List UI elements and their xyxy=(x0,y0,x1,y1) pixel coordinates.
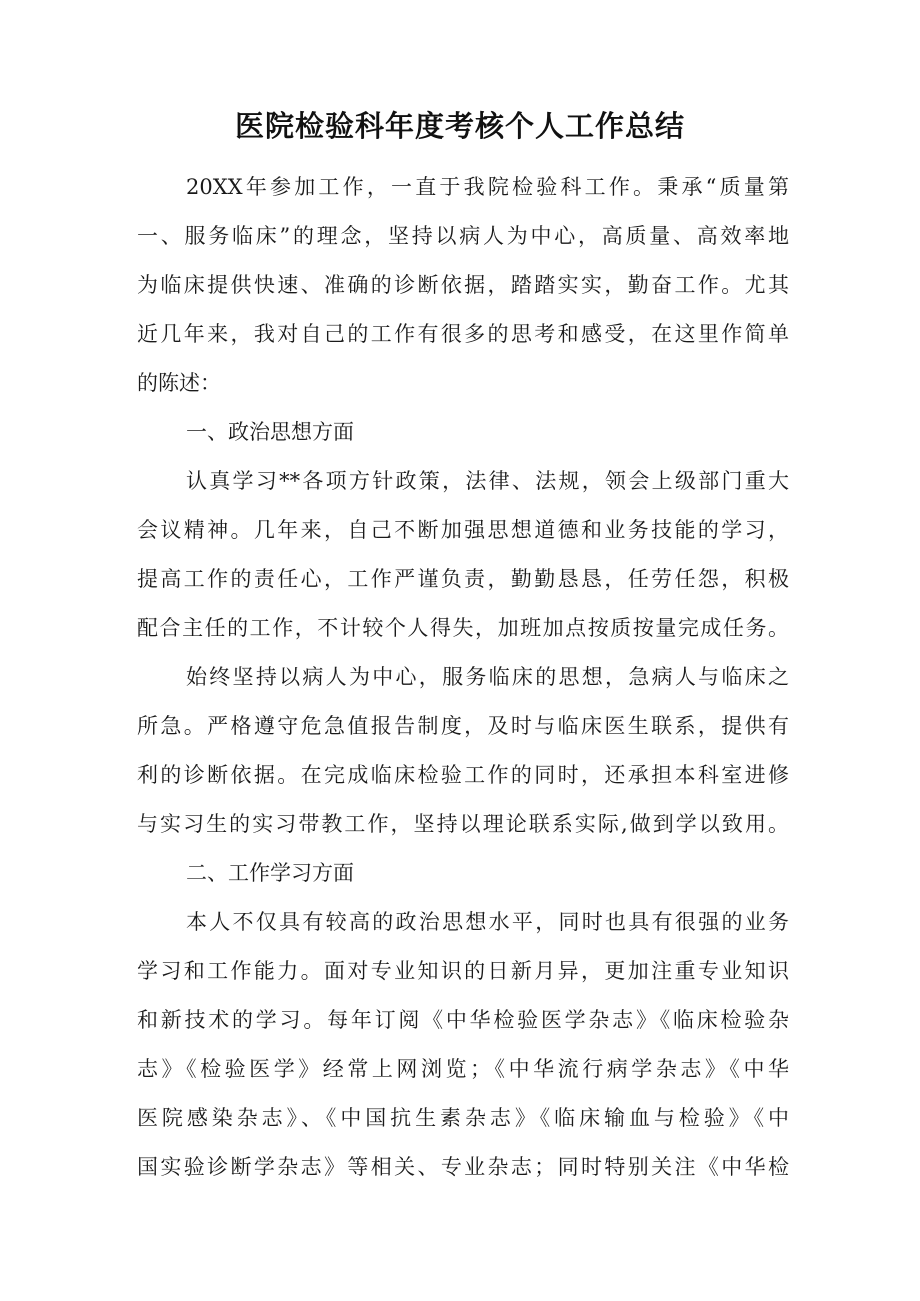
paragraph-line: 始终坚持以病人为中心，服务临床的思想，急病人与临床之 xyxy=(186,665,789,689)
document-title: 医院检验科年度考核个人工作总结 xyxy=(234,109,685,143)
paragraph-line: 与实习生的实习带教工作，坚持以理论联系实际,做到学以致用。 xyxy=(137,812,789,836)
paragraph-line: 的陈述： xyxy=(137,371,221,395)
paragraph-line: 学习和工作能力。面对专业知识的日新月异，更加注重专业知识 xyxy=(137,959,789,983)
paragraph-line: 20XX年参加工作，一直于我院检验科工作。秉承“质量第 xyxy=(186,175,789,199)
paragraph-line: 提高工作的责任心，工作严谨负责，勤勤恳恳，任劳任怨，积极 xyxy=(137,567,789,591)
paragraph-line: 为临床提供快速、准确的诊断依据，踏踏实实，勤奋工作。尤其 xyxy=(137,273,789,297)
paragraph-line: 国实验诊断学杂志》等相关、专业杂志；同时特别关注《中华检 xyxy=(137,1155,789,1179)
paragraph-line: 利的诊断依据。在完成临床检验工作的同时，还承担本科室进修 xyxy=(137,763,789,787)
paragraph-line: 会议精神。几年来，自己不断加强思想道德和业务技能的学习， xyxy=(137,518,789,542)
section-heading: 二、工作学习方面 xyxy=(186,861,354,885)
paragraph-line: 和新技术的学习。每年订阅《中华检验医学杂志》《临床检验杂 xyxy=(137,1008,789,1032)
paragraph-line: 医院感染杂志》、《中国抗生素杂志》《临床输血与检验》《中 xyxy=(137,1106,789,1130)
paragraph-line: 所急。严格遵守危急值报告制度，及时与临床医生联系，提供有 xyxy=(137,714,789,738)
paragraph-line: 配合主任的工作，不计较个人得失，加班加点按质按量完成任务。 xyxy=(137,616,789,640)
paragraph-line: 本人不仅具有较高的政治思想水平，同时也具有很强的业务 xyxy=(186,910,789,934)
paragraph-line: 认真学习**各项方针政策，法律、法规，领会上级部门重大 xyxy=(186,469,789,493)
section-heading: 一、政治思想方面 xyxy=(186,420,354,444)
paragraph-line: 志》《检验医学》经常上网浏览；《中华流行病学杂志》《中华 xyxy=(137,1057,789,1081)
paragraph-line: 一、服务临床”的理念，坚持以病人为中心，高质量、高效率地 xyxy=(137,224,789,248)
paragraph-line: 近几年来，我对自己的工作有很多的思考和感受，在这里作简单 xyxy=(137,322,789,346)
